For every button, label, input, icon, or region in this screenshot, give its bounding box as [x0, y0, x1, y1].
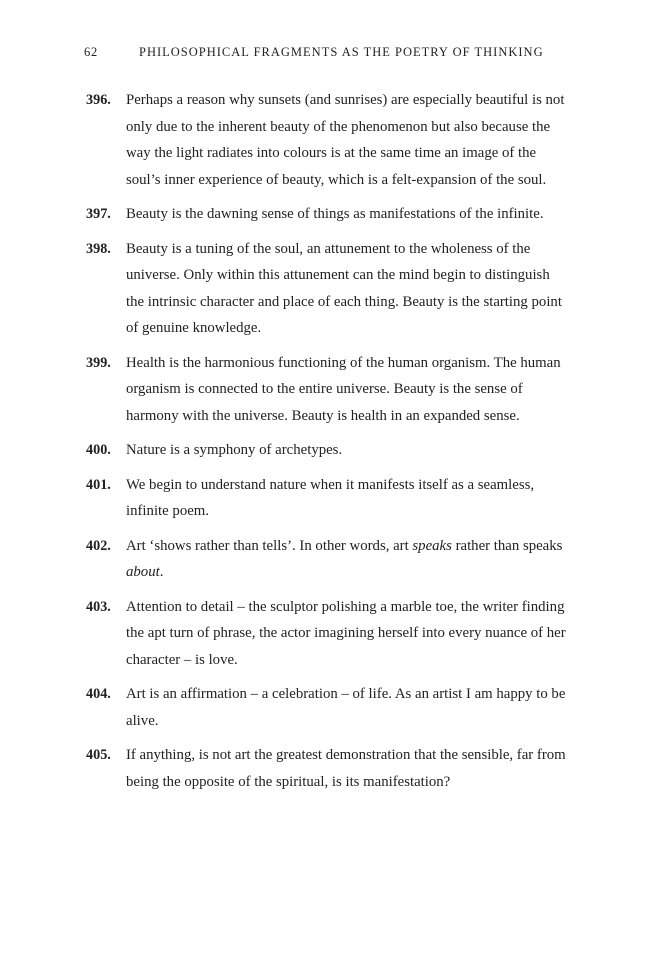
running-title: PHILOSOPHICAL FRAGMENTS AS THE POETRY OF THINKING [139, 45, 544, 59]
fragment-text: Nature is a symphony of archetypes. [126, 442, 343, 458]
fragment-number: 399. [86, 354, 111, 371]
fragment-number: 401. [86, 476, 111, 493]
page-number: 62 [84, 45, 98, 59]
fragment-list [86, 87, 566, 803]
fragment-text: Health is the harmonious functioning of the human organism. The human organism is connected to the entire universe. Beauty is the sense of harmony with the universe. Beauty is health in an expanded sense. [126, 354, 561, 424]
fragment-number: 398. [86, 240, 111, 257]
fragment-number: 404. [86, 686, 111, 702]
fragment-text: Perhaps a reason why sunsets (and sunrises) are especially beautiful is not only due to the inherent beauty of the phenomenon but also because the way the light radiates into colours is at the same time an image of the soul’s inner experience of beauty, which is a felt-expansion of the soul. [126, 92, 565, 188]
fragment-number: 400. [86, 442, 111, 458]
fragment-text: Attention to detail – the sculptor polishing a marble toe, the writer finding the apt turn of phrase, the actor imagining herself into every nuance of her character – is love. [126, 598, 566, 668]
fragment-403 [86, 594, 566, 674]
fragment-text: Beauty is the dawning sense of things as manifestations of the infinite. [126, 206, 544, 222]
fragment-402 [86, 533, 566, 586]
emphasis: speaks [412, 537, 452, 554]
running-header [84, 45, 544, 60]
fragment-396 [86, 87, 566, 193]
fragment-text: We begin to understand nature when it manifests itself as a seamless, infinite poem. [126, 476, 535, 519]
fragment-405 [86, 742, 566, 795]
emphasis: about [126, 564, 160, 580]
fragment-text-part: rather than speaks [451, 537, 563, 554]
fragment-397 [86, 201, 566, 228]
fragment-398 [86, 236, 566, 342]
fragment-number: 405. [86, 747, 111, 763]
fragment-401 [86, 472, 566, 525]
fragment-400 [86, 437, 566, 464]
fragment-text: Beauty is a tuning of the soul, an attunement to the wholeness of the universe. Only within this attunement can the mind begin to distinguish the intrinsic character and place of each thing. Beauty is the starting point of genuine knowledge. [126, 240, 562, 336]
fragment-text: Art is an affirmation – a celebration – of life. As an artist I am happy to be alive. [126, 686, 566, 729]
fragment-399 [86, 350, 566, 430]
fragment-text-part: . [159, 564, 164, 580]
fragment-text-part: Art ‘shows rather than tells’. In other words, art [126, 537, 413, 554]
fragment-number: 402. [86, 537, 111, 554]
fragment-text [126, 533, 566, 586]
fragment-number: 403. [86, 598, 111, 615]
fragment-number: 396. [86, 92, 111, 108]
fragment-text: If anything, is not art the greatest demonstration that the sensible, far from being the opposite of the spiritual, is its manifestation? [126, 747, 566, 790]
fragment-number: 397. [86, 206, 111, 222]
fragment-404 [86, 681, 566, 734]
